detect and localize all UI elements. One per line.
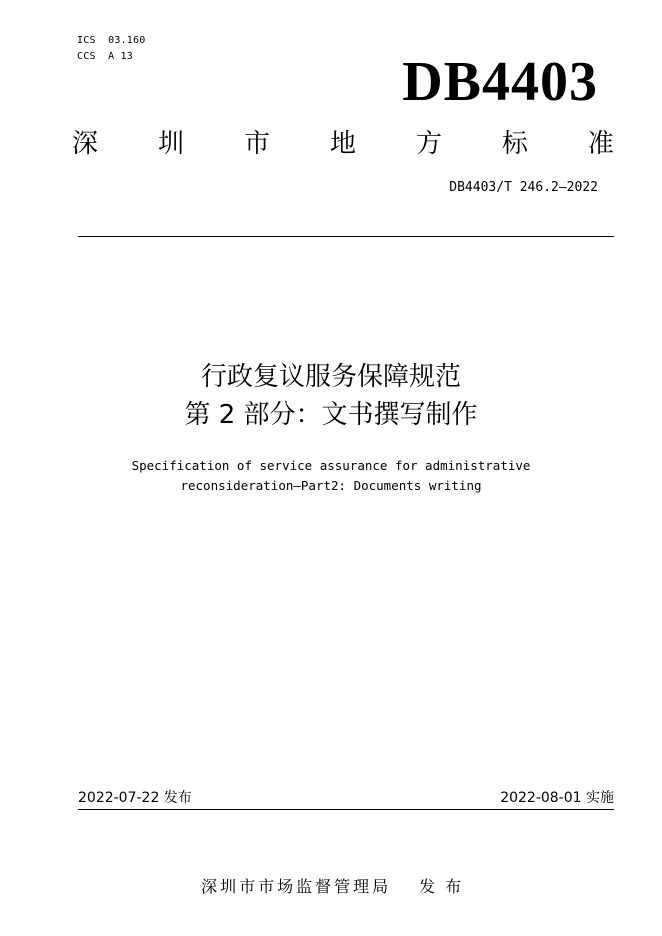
standard-type-char: 方 xyxy=(415,129,442,159)
issue-date: 2022-07-22 发布 xyxy=(78,790,192,806)
english-title-line-2: reconsideration—Part2: Documents writing xyxy=(180,478,482,493)
standard-type-char: 标 xyxy=(501,129,528,159)
top-divider xyxy=(78,236,614,237)
classification-codes xyxy=(77,33,145,65)
standard-type-char: 深 xyxy=(72,129,99,159)
issuer-name: 深圳市市场监督管理局 xyxy=(201,877,392,896)
standard-type-char: 市 xyxy=(243,129,270,159)
chinese-title xyxy=(0,358,662,434)
ccs-code: CCS A 13 xyxy=(77,51,133,62)
chinese-title-line-1: 行政复议服务保障规范 xyxy=(200,362,461,392)
standard-type-heading xyxy=(72,128,614,160)
standard-mark: DB4403 xyxy=(402,51,598,113)
issuer-line xyxy=(0,851,662,899)
english-title-line-1: Specification of service assurance for administrative xyxy=(131,458,531,473)
english-title xyxy=(0,456,662,496)
standard-number: DB4403/T 246.2—2022 xyxy=(449,180,598,195)
bottom-divider xyxy=(78,809,614,810)
standard-type-char: 圳 xyxy=(157,129,184,159)
issuer-action: 发布 xyxy=(419,877,472,896)
standard-type-char: 准 xyxy=(587,129,614,159)
chinese-title-line-2: 第 2 部分：文书撰写制作 xyxy=(184,400,478,430)
standard-type-char: 地 xyxy=(329,129,356,159)
ics-code: ICS 03.160 xyxy=(77,35,146,46)
implementation-date: 2022-08-01 实施 xyxy=(500,790,614,806)
